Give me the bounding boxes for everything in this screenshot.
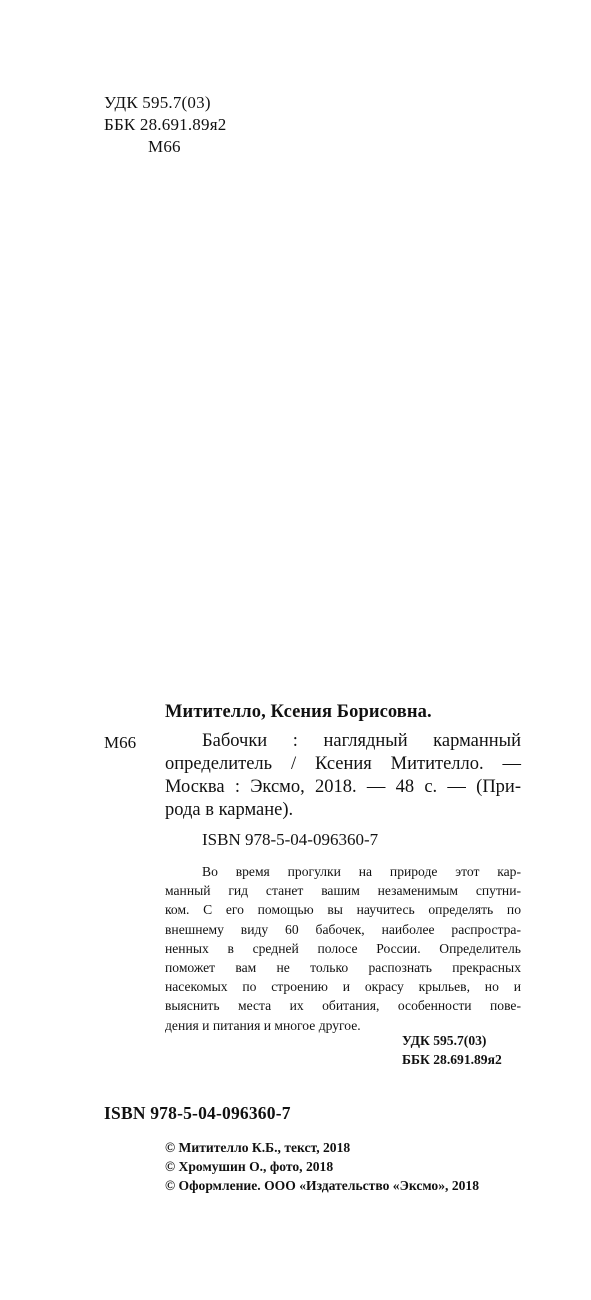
copyright-design: © Оформление. ООО «Издательство «Эксмо», 2018 (165, 1178, 480, 1194)
description-line-1: Бабочки : наглядный карманный (202, 731, 521, 751)
annotation (165, 862, 521, 1035)
annotation-line: поможет вам не только распознать прекрасных (165, 960, 521, 976)
description-line-3: Москва : Эксмо, 2018. — 48 с. — (При- (165, 777, 521, 797)
annotation-line: дения и питания и многое другое. (165, 1017, 361, 1033)
description-line-2: определитель / Ксения Митителло. — (165, 754, 521, 774)
udk-card-udk: УДК 595.7(03) (402, 1033, 487, 1048)
udk-card (402, 1031, 502, 1069)
author-sign-top: М66 (148, 137, 181, 156)
annotation-line: внешнему виду 60 бабочек, наиболее распростра- (165, 921, 521, 937)
isbn-inner: ISBN 978-5-04-096360-7 (202, 830, 379, 849)
description-line-4: рода в кармане). (165, 800, 294, 820)
annotation-line: ненных в средней полосе России. Определитель (165, 940, 521, 956)
udk-top: УДК 595.7(03) (104, 93, 211, 112)
annotation-line: манный гид станет вашим незаменимым спутни- (165, 883, 521, 899)
isbn-main: ISBN 978-5-04-096360-7 (104, 1103, 291, 1123)
annotation-line: насекомых по строению и окрасу крыльев, но и (165, 979, 521, 995)
annotation-line: Во время прогулки на природе этот кар- (202, 864, 521, 879)
bbk-top: ББК 28.691.89я2 (104, 115, 227, 134)
copyright-photo: © Хромушин О., фото, 2018 (165, 1159, 334, 1175)
author-sign-side: М66 (104, 733, 137, 752)
copyright-block (165, 1138, 479, 1196)
author-heading: Митителло, Ксения Борисовна. (165, 702, 432, 722)
annotation-line: выяснить места их обитания, особенности пове- (165, 998, 521, 1014)
udk-card-bbk: ББК 28.691.89я2 (402, 1052, 502, 1067)
copyright-text: © Митителло К.Б., текст, 2018 (165, 1140, 351, 1155)
annotation-line: ком. С его помощью вы научитесь определять по (165, 902, 521, 918)
